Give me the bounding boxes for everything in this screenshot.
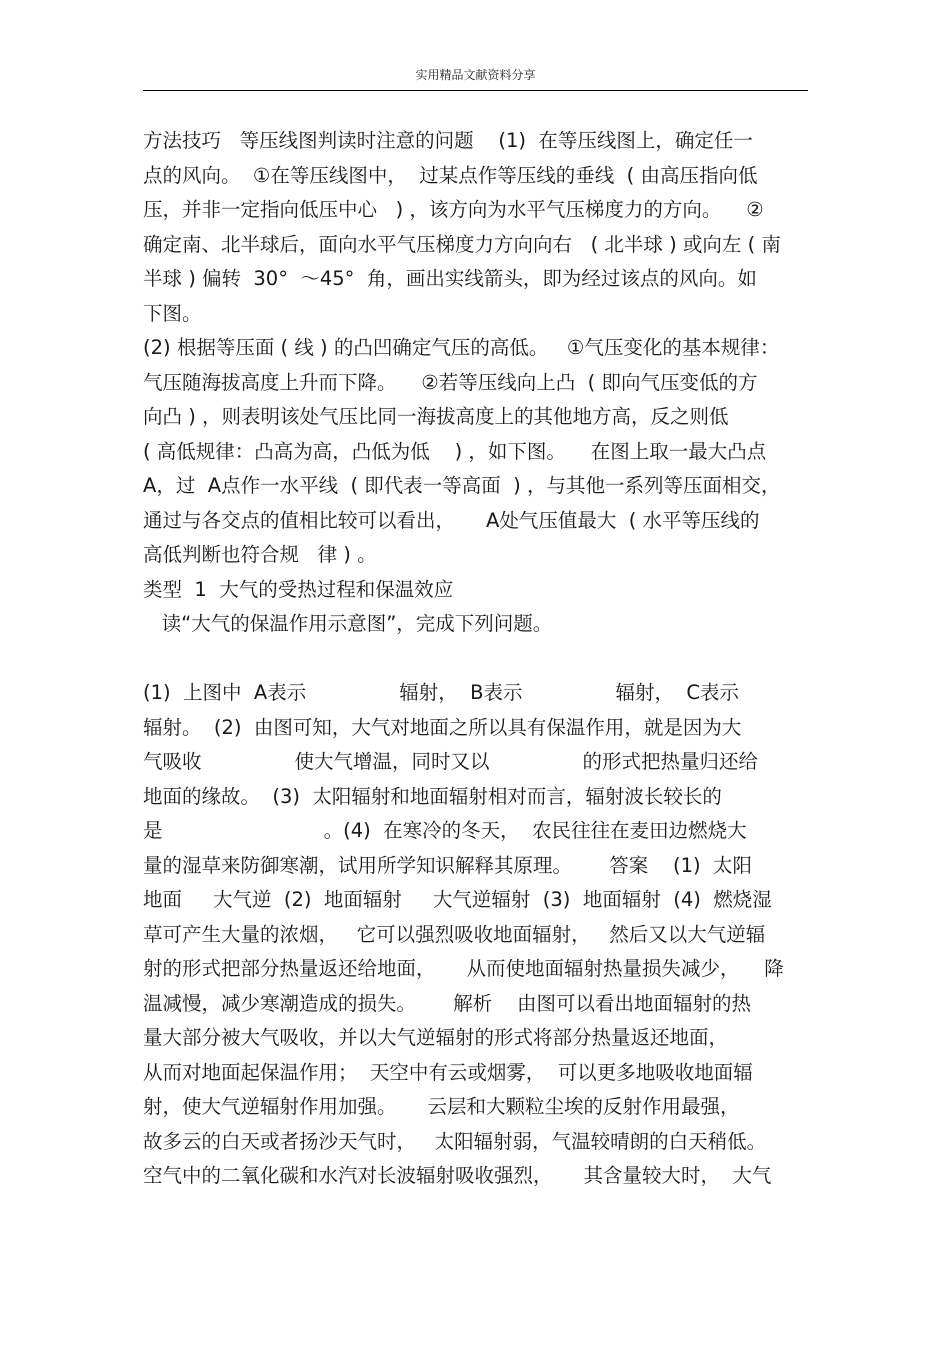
text-line: ( 高低规律：凸高为高，凸低为低 ) ，如下图。 在图上取一最大凸点: [143, 439, 767, 463]
text-line: 故多云的白天或者扬沙天气时， 太阳辐射弱，气温较晴朗的白天稍低。: [143, 1129, 767, 1153]
blank-line: [143, 642, 823, 677]
text-line: 点的风向。 ①在等压线图中， 过某点作等压线的垂线 ( 由高压指向低: [143, 163, 758, 187]
text-line: 气压随海拔高度上升而下降。 ②若等压线向上凸 ( 即向气压变低的方: [143, 370, 758, 394]
text-line: (1) 上图中 A表示 辐射， B表示 辐射， C表示: [143, 681, 739, 704]
text-line: 是 。(4) 在寒冷的冬天， 农民往往在麦田边燃烧大: [143, 819, 747, 842]
page-header-title: 实用精品文献资料分享: [415, 68, 536, 82]
text-line: A，过 A点作一水平线 ( 即代表一等高面 ) ，与其他一系列等压面相交，: [143, 474, 781, 497]
text-line: 高低判断也符合规 律 ) 。: [143, 543, 377, 566]
text-line: 射的形式把部分热量返还给地面， 从而使地面辐射热量损失减少， 降: [143, 957, 784, 980]
text-line: 量大部分被大气吸收，并以大气逆辐射的形式将部分热量返还地面，: [143, 1026, 729, 1049]
text-line: 辐射。 (2) 由图可知，大气对地面之所以具有保温作用，就是因为大: [143, 715, 742, 739]
text-line: 下图。: [143, 301, 202, 325]
text-line: 空气中的二氧化碳和水汽对长波辐射吸收强烈， 其含量较大时， 大气: [143, 1164, 772, 1187]
text-line: 量的湿草来防御寒潮，试用所学知识解释其原理。 答案 (1) 太阳: [143, 853, 753, 877]
text-line: 半球 ) 偏转 30° ～45° 角，画出实线箭头，即为经过该点的风向。如: [143, 267, 757, 290]
text-line: 确定南、北半球后，面向水平气压梯度力方向向右 ( 北半球 ) 或向左 ( 南: [143, 232, 781, 256]
text-line: 草可产生大量的浓烟， 它可以强烈吸收地面辐射， 然后又以大气逆辐: [143, 922, 766, 946]
text-line: 射，使大气逆辐射作用加强。 云层和大颗粒尘埃的反射作用最强，: [143, 1095, 740, 1118]
text-line: 地面的缘故。 (3) 太阳辐射和地面辐射相对而言，辐射波长较长的: [143, 784, 722, 808]
text-line: 压，并非一定指向低压中心 ) ，该方向为水平气压梯度力的方向。 ②: [143, 198, 764, 221]
text-line: 温减慢，减少寒潮造成的损失。 解析 由图可以看出地面辐射的热: [143, 991, 751, 1015]
text-line: 读“大气的保温作用示意图”，完成下列问题。: [143, 612, 553, 635]
header-rule: [143, 90, 808, 91]
text-line: 通过与各交点的值相比较可以看出， A处气压值最大 ( 水平等压线的: [143, 508, 760, 532]
document-body: [143, 124, 823, 1194]
text-line: 方法技巧 等压线图判读时注意的问题 (1) 在等压线图上，确定任一: [143, 129, 753, 152]
text-line: 从而对地面起保温作用； 天空中有云或烟雾， 可以更多地吸收地面辐: [143, 1060, 753, 1084]
text-line: 气吸收 使大气增温，同时又以 的形式把热量归还给: [143, 750, 758, 773]
section-heading: 类型 1 大气的受热过程和保温效应: [143, 577, 454, 601]
text-line: (2) 根据等压面 ( 线 ) 的凸凹确定气压的高低。 ①气压变化的基本规律：: [143, 336, 780, 359]
text-line: 向凸 ) ，则表明该处气压比同一海拔高度上的其他地方高，反之则低: [143, 405, 729, 428]
text-line: 地面 大气逆 (2) 地面辐射 大气逆辐射 (3) 地面辐射 (4) 燃烧湿: [143, 888, 772, 911]
